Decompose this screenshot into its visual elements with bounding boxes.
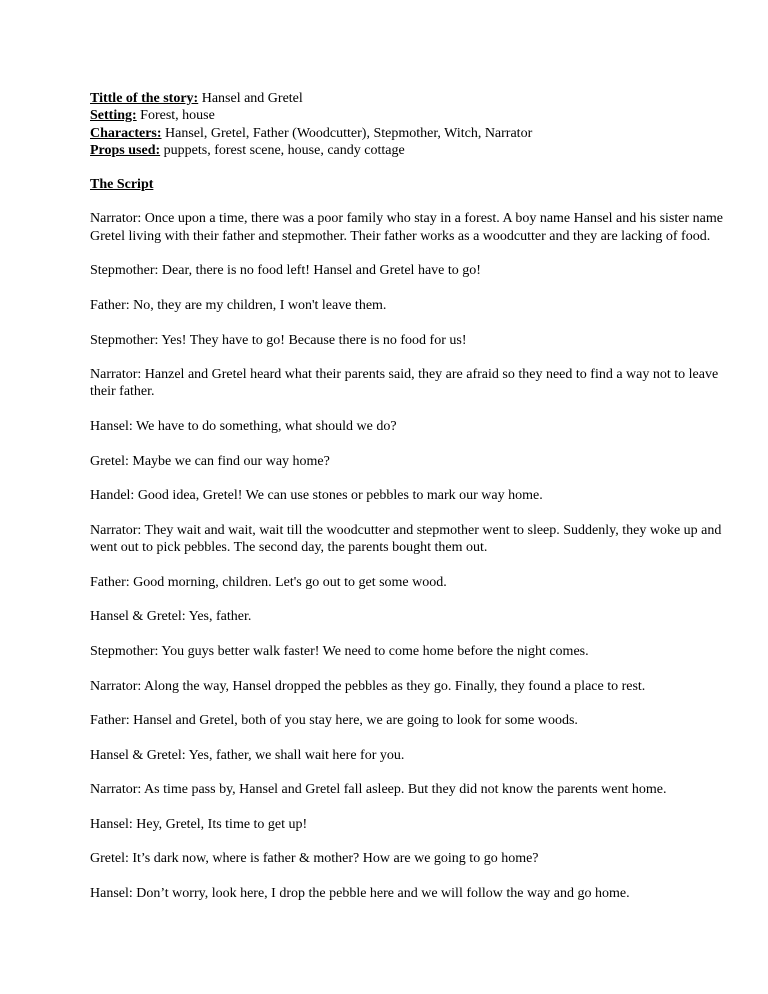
title-label: Tittle of the story: — [90, 91, 199, 106]
script-line: Hansel & Gretel: Yes, father, we shall wait here for you. — [90, 747, 405, 763]
script-heading: The Script — [90, 177, 154, 193]
script-body — [90, 210, 728, 902]
props-line — [90, 142, 728, 159]
characters-label: Characters: — [90, 125, 162, 141]
script-line: Hansel: Don’t worry, look here, I drop the pebble here and we will follow the way and go home. — [90, 886, 630, 902]
title-line — [90, 90, 728, 107]
setting-value: Forest, house — [136, 108, 215, 124]
setting-label: Setting: — [90, 108, 137, 124]
script-line: Gretel: It’s dark now, where is father & mother? How are we going to go home? — [90, 851, 539, 867]
setting-line — [90, 107, 728, 124]
story-metadata — [90, 90, 728, 159]
script-line: Father: Hansel and Gretel, both of you stay here, we are going to look for some woods. — [90, 713, 578, 729]
characters-line — [90, 125, 728, 142]
script-line: Narrator: They wait and wait, wait till the woodcutter and stepmother went to sleep. Suddenly, they woke up and went out to pick pebbles. The second day, the parents bought them out. — [90, 522, 722, 556]
script-line: Narrator: Hanzel and Gretel heard what their parents said, they are afraid so they need to find a way not to leave their father. — [90, 367, 719, 400]
script-line: Stepmother: Yes! They have to go! Because there is no food for us! — [90, 332, 467, 348]
characters-value: Hansel, Gretel, Father (Woodcutter), Stepmother, Witch, Narrator — [161, 125, 533, 141]
script-line: Hansel & Gretel: Yes, father. — [90, 609, 252, 625]
script-line: Father: Good morning, children. Let's go out to get some wood. — [90, 574, 447, 590]
script-line: Stepmother: You guys better walk faster! We need to come home before the night comes. — [90, 643, 589, 659]
script-line: Father: No, they are my children, I won't leave them. — [90, 297, 387, 313]
script-line: Gretel: Maybe we can find our way home? — [90, 453, 330, 469]
props-label: Props used: — [90, 142, 161, 158]
script-line: Stepmother: Dear, there is no food left! Hansel and Gretel have to go! — [90, 263, 481, 279]
script-line: Handel: Good idea, Gretel! We can use stones or pebbles to mark our way home. — [90, 488, 543, 504]
script-line: Hansel: Hey, Gretel, Its time to get up! — [90, 816, 308, 832]
script-line: Narrator: Once upon a time, there was a poor family who stay in a forest. A boy name Hansel and his sister name Gretel living with their father and stepmother. Their father works as a woodcutter and they are lacking of food. — [90, 211, 723, 244]
script-line: Narrator: Along the way, Hansel dropped the pebbles as they go. Finally, they found a place to rest. — [90, 678, 646, 694]
script-line: Narrator: As time pass by, Hansel and Gretel fall asleep. But they did not know the parents went home. — [90, 782, 667, 798]
props-value: puppets, forest scene, house, candy cottage — [160, 142, 405, 158]
script-line: Hansel: We have to do something, what should we do? — [90, 419, 397, 435]
title-value: Hansel and Gretel — [198, 91, 303, 106]
